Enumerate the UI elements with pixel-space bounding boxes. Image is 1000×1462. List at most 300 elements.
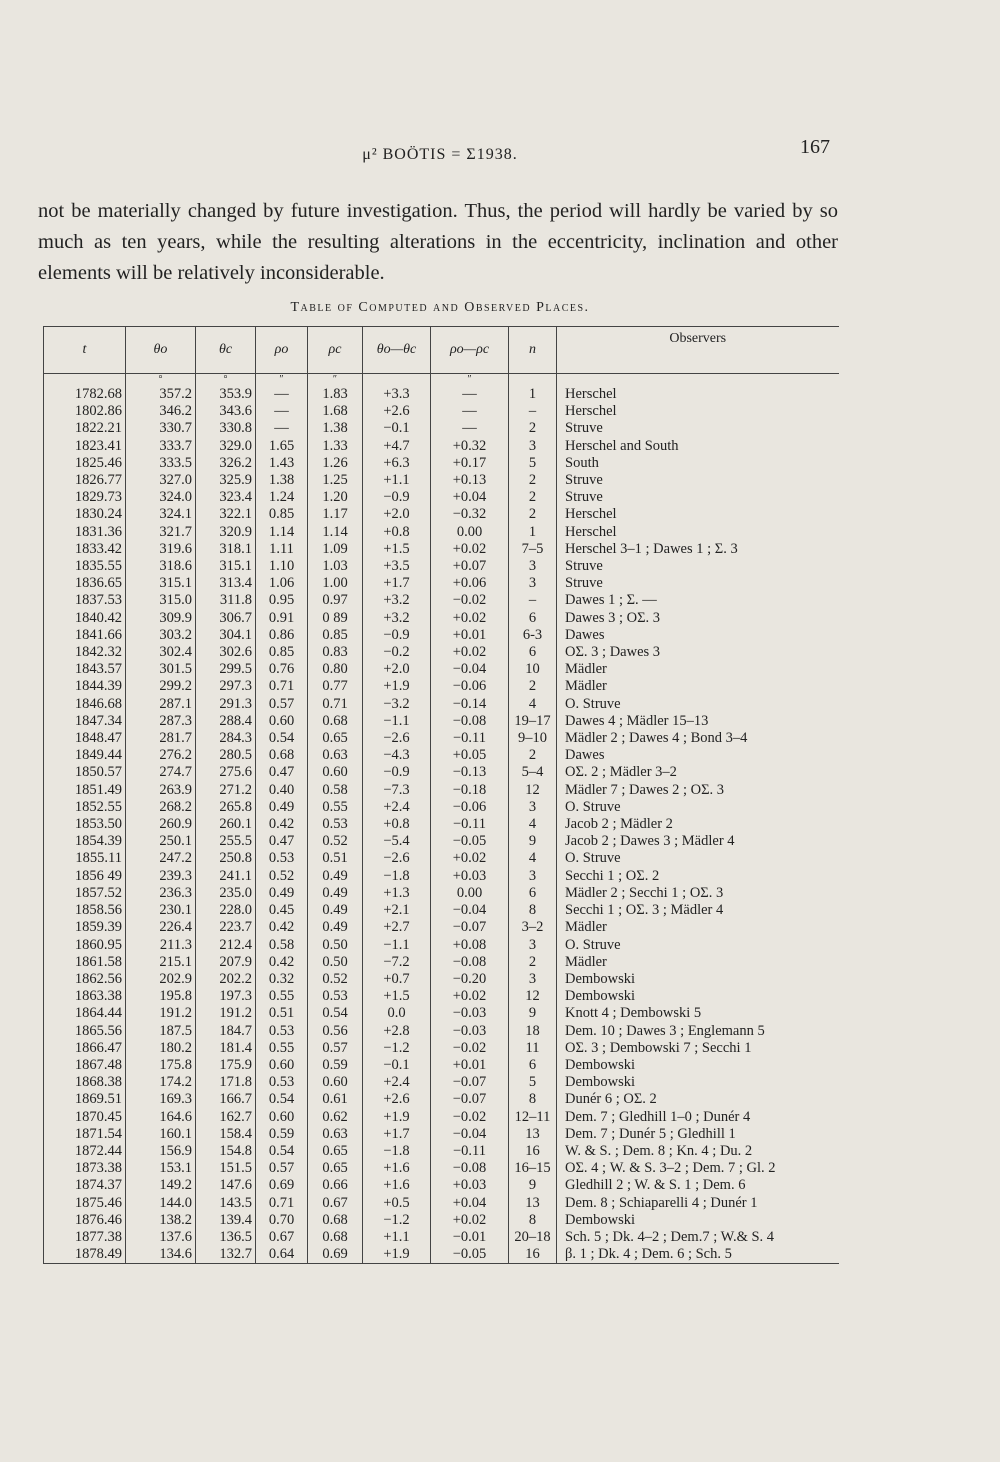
table-row (44, 472, 839, 489)
observers-cell: Struve (565, 420, 603, 437)
observers-cell: Struve (565, 472, 603, 489)
table-cell: 1830.24 (44, 506, 126, 523)
unit-cell: ″ (308, 374, 363, 387)
observers-cell: Dembowski (565, 970, 636, 987)
observers-cell: Herschel (565, 386, 617, 402)
table-cell: −0.07 (431, 1074, 509, 1091)
table-cell: 1861.58 (44, 954, 126, 971)
table-cell: 333.5 (126, 455, 196, 472)
table-cell: 1873.38 (44, 1160, 126, 1177)
table-cell: 160.1 (126, 1126, 196, 1143)
table-cell: 0.58 (308, 782, 363, 799)
table-cell: — (431, 420, 509, 437)
table-cell: 0.80 (308, 661, 363, 678)
table-cell: 147.6 (196, 1177, 256, 1194)
table-cell: +2.4 (363, 799, 431, 816)
table-cell: 16 (509, 1246, 557, 1264)
table-cell: 1852.55 (44, 799, 126, 816)
observers-cell: Herschel (565, 506, 617, 523)
table-cell: −0.06 (431, 678, 509, 695)
table-cell: 0.91 (256, 610, 308, 627)
table-cell: 0.42 (256, 816, 308, 833)
table-cell: +1.3 (363, 885, 431, 902)
table-cell: 1.11 (256, 541, 308, 558)
table-cell: +0.02 (431, 850, 509, 867)
table-cell: 247.2 (126, 850, 196, 867)
table-cell: 333.7 (126, 438, 196, 455)
table-row (44, 1005, 839, 1022)
table-cell: 1866.47 (44, 1040, 126, 1057)
table-cell: +0.06 (431, 575, 509, 592)
table-cell: 288.4 (196, 713, 256, 730)
column-header: n (509, 327, 557, 374)
table-cell: 1.33 (308, 438, 363, 455)
table-cell: 275.6 (196, 764, 256, 781)
table-cell: 313.4 (196, 575, 256, 592)
table-cell: 3 (509, 438, 557, 455)
table-cell: +3.5 (363, 558, 431, 575)
table-cell: 1869.51 (44, 1091, 126, 1108)
table-cell: −0.07 (431, 1091, 509, 1108)
column-header: ρo—ρc (431, 327, 509, 374)
table-cell: 0.49 (308, 919, 363, 936)
table-cell: 0 89 (308, 610, 363, 627)
table-cell: 158.4 (196, 1126, 256, 1143)
table-cell: 11 (509, 1040, 557, 1057)
unit-cell: ° (196, 374, 256, 387)
table-cell: 139.4 (196, 1212, 256, 1229)
table-cell: 1848.47 (44, 730, 126, 747)
column-header: ρc (308, 327, 363, 374)
table-cell: 16–15 (509, 1160, 557, 1177)
table-row (44, 1074, 839, 1091)
table-cell: 226.4 (126, 919, 196, 936)
table-cell: 187.5 (126, 1023, 196, 1040)
table-cell: +1.5 (363, 541, 431, 558)
table-cell: 3 (509, 799, 557, 816)
table-cell: 1829.73 (44, 489, 126, 506)
table-cell: 306.7 (196, 610, 256, 627)
table-cell: −7.2 (363, 954, 431, 971)
table-cell: 9 (509, 1177, 557, 1194)
table-cell: 1878.49 (44, 1246, 126, 1264)
table-cell: 0.47 (256, 833, 308, 850)
column-header: θo—θc (363, 327, 431, 374)
table-row (44, 782, 839, 799)
table-cell: 1.43 (256, 455, 308, 472)
unit-cell (363, 374, 431, 387)
table-cell: 207.9 (196, 954, 256, 971)
table-cell: −0.05 (431, 833, 509, 850)
table-cell: 0.49 (256, 885, 308, 902)
table-cell: 138.2 (126, 1212, 196, 1229)
table-cell: 1.06 (256, 575, 308, 592)
table-cell: 175.8 (126, 1057, 196, 1074)
observers-cell: OΣ. 2 ; Mädler 3–2 (565, 764, 677, 781)
table-cell: +2.6 (363, 403, 431, 420)
table-cell: +2.0 (363, 661, 431, 678)
table-cell: −0.11 (431, 1143, 509, 1160)
table-cell: 8 (509, 902, 557, 919)
table-cell: 318.1 (196, 541, 256, 558)
table-cell: 1859.39 (44, 919, 126, 936)
observers-cell: Dawes (565, 626, 605, 643)
table-cell: 318.6 (126, 558, 196, 575)
table-cell: 195.8 (126, 988, 196, 1005)
table-cell: +0.8 (363, 816, 431, 833)
table-cell: 0.67 (256, 1229, 308, 1246)
table-row (44, 558, 839, 575)
table-row (44, 1091, 839, 1108)
table-row (44, 954, 839, 971)
table-cell: 2 (509, 489, 557, 506)
table-cell: 1.20 (308, 489, 363, 506)
table-cell: 1.26 (308, 455, 363, 472)
observers-cell: Mädler (565, 678, 607, 695)
places-table (43, 326, 839, 1264)
table-cell: 0.32 (256, 971, 308, 988)
table-cell: +2.1 (363, 902, 431, 919)
table-cell: 6 (509, 644, 557, 661)
table-cell: 0.54 (256, 1091, 308, 1108)
table-cell: 1833.42 (44, 541, 126, 558)
table-cell: −0.02 (431, 1040, 509, 1057)
observers-cell: O. Struve (565, 850, 621, 867)
table-cell: 325.9 (196, 472, 256, 489)
table-cell: 202.9 (126, 971, 196, 988)
table-header-row (44, 327, 839, 374)
table-cell: 0.49 (308, 868, 363, 885)
table-cell: 1.14 (308, 524, 363, 541)
table-cell: 13 (509, 1195, 557, 1212)
table-cell: +0.8 (363, 524, 431, 541)
table-cell: +0.32 (431, 438, 509, 455)
table-cell: +4.7 (363, 438, 431, 455)
table-row (44, 971, 839, 988)
table-cell: 3 (509, 971, 557, 988)
table-cell: −1.2 (363, 1212, 431, 1229)
table-cell: 276.2 (126, 747, 196, 764)
table-cell: +0.04 (431, 1195, 509, 1212)
table-row (44, 403, 839, 420)
table-cell: −0.02 (431, 592, 509, 609)
table-cell: −0.01 (431, 1229, 509, 1246)
table-cell: 1.24 (256, 489, 308, 506)
table-cell: +0.03 (431, 868, 509, 885)
table-cell: +0.03 (431, 1177, 509, 1194)
table-cell: 1.00 (308, 575, 363, 592)
table-cell: 260.9 (126, 816, 196, 833)
table-cell: 1849.44 (44, 747, 126, 764)
observers-cell: Dawes (565, 747, 605, 764)
table-cell: 18 (509, 1023, 557, 1040)
table-cell: 0.60 (308, 764, 363, 781)
table-cell: 0.40 (256, 782, 308, 799)
table-cell: 0.58 (256, 937, 308, 954)
table-cell: 268.2 (126, 799, 196, 816)
table-row (44, 489, 839, 506)
table-cell: 330.7 (126, 420, 196, 437)
table-cell: 241.1 (196, 868, 256, 885)
table-cell: 8 (509, 1091, 557, 1108)
table-cell: 315.1 (126, 575, 196, 592)
table-cell: 1.17 (308, 506, 363, 523)
table-cell: — (256, 403, 308, 420)
table-cell: 4 (509, 816, 557, 833)
table-cell: −0.1 (363, 420, 431, 437)
table-cell: −0.08 (431, 1160, 509, 1177)
table-cell: 1.38 (308, 420, 363, 437)
table-cell: 280.5 (196, 747, 256, 764)
table-cell: 315.1 (196, 558, 256, 575)
table-row (44, 644, 839, 661)
table-cell: −3.2 (363, 696, 431, 713)
table-cell: +1.7 (363, 575, 431, 592)
table-cell: 255.5 (196, 833, 256, 850)
table-cell: −0.03 (431, 1005, 509, 1022)
table-cell: 0.52 (256, 868, 308, 885)
table-row (44, 438, 839, 455)
table-cell: +0.04 (431, 489, 509, 506)
units-row (44, 374, 839, 387)
table-cell: 263.9 (126, 782, 196, 799)
table-row (44, 1212, 839, 1229)
table-cell: 162.7 (196, 1109, 256, 1126)
observers-cell: OΣ. 3 ; Dembowski 7 ; Secchi 1 (565, 1039, 752, 1056)
table-cell: 1.03 (308, 558, 363, 575)
table-cell: 0.53 (256, 1023, 308, 1040)
table-cell: −0.04 (431, 661, 509, 678)
table-cell: 353.9 (196, 386, 256, 403)
table-cell: 0.42 (256, 954, 308, 971)
table-cell: 0.59 (256, 1126, 308, 1143)
table-row (44, 850, 839, 867)
table-cell: 0.51 (308, 850, 363, 867)
table-row (44, 592, 839, 609)
table-cell: 0.97 (308, 592, 363, 609)
table-cell: 2 (509, 420, 557, 437)
table-cell: 1847.34 (44, 713, 126, 730)
table-caption: Table of Computed and Observed Places. (290, 300, 590, 315)
table-cell: 137.6 (126, 1229, 196, 1246)
table-cell: 0.71 (256, 678, 308, 695)
table-cell: −0.08 (431, 954, 509, 971)
table-cell: 1836.65 (44, 575, 126, 592)
table-cell: 235.0 (196, 885, 256, 902)
table-cell: +0.02 (431, 610, 509, 627)
observers-cell: Jacob 2 ; Mädler 2 (565, 816, 673, 833)
table-cell: 6 (509, 885, 557, 902)
table-row (44, 1057, 839, 1074)
table-cell: 191.2 (196, 1005, 256, 1022)
table-cell: 19–17 (509, 713, 557, 730)
table-cell: — (431, 386, 509, 403)
table-cell: 136.5 (196, 1229, 256, 1246)
observers-cell: O. Struve (565, 695, 621, 712)
table-cell: 212.4 (196, 937, 256, 954)
table-cell: 211.3 (126, 937, 196, 954)
table-cell: +0.02 (431, 541, 509, 558)
table-row (44, 1109, 839, 1126)
table-cell: 1870.45 (44, 1109, 126, 1126)
table-cell: +1.5 (363, 988, 431, 1005)
table-cell: 0.63 (308, 1126, 363, 1143)
table-cell: 3–2 (509, 919, 557, 936)
table-row (44, 1160, 839, 1177)
table-row (44, 764, 839, 781)
table-cell: 4 (509, 850, 557, 867)
observers-cell: Dembowski (565, 988, 636, 1005)
table-body (44, 374, 839, 1264)
running-header: μ² BOÖTIS = Σ1938. (362, 146, 518, 163)
table-cell: 1842.32 (44, 644, 126, 661)
observers-cell: OΣ. 4 ; W. & S. 3–2 ; Dem. 7 ; Gl. 2 (565, 1160, 776, 1177)
table-cell: — (256, 420, 308, 437)
table-cell: — (256, 386, 308, 403)
table-cell: 0.65 (308, 1160, 363, 1177)
table-cell: 0.0 (363, 1005, 431, 1022)
table-cell: 2 (509, 954, 557, 971)
table-row (44, 1040, 839, 1057)
table-row (44, 678, 839, 695)
table-cell: 0.70 (256, 1212, 308, 1229)
observers-cell: Struve (565, 575, 603, 592)
table-cell: 1.38 (256, 472, 308, 489)
table-cell: 1835.55 (44, 558, 126, 575)
table-cell: −1.8 (363, 868, 431, 885)
table-cell: +1.9 (363, 678, 431, 695)
table-cell: 1.25 (308, 472, 363, 489)
unit-cell (557, 374, 839, 387)
table-cell: 299.5 (196, 661, 256, 678)
table-cell: – (509, 592, 557, 609)
table-row (44, 610, 839, 627)
table-cell: +0.02 (431, 1212, 509, 1229)
table-cell: 0.47 (256, 764, 308, 781)
table-cell: 0.52 (308, 833, 363, 850)
table-cell: +0.7 (363, 971, 431, 988)
table-cell: 302.6 (196, 644, 256, 661)
table-cell: 151.5 (196, 1160, 256, 1177)
table-cell: – (509, 403, 557, 420)
table-row (44, 1143, 839, 1160)
observers-cell: Dem. 8 ; Schiaparelli 4 ; Dunér 1 (565, 1194, 758, 1211)
table-cell: −5.4 (363, 833, 431, 850)
table-cell: 166.7 (196, 1091, 256, 1108)
table-cell: +6.3 (363, 455, 431, 472)
table-cell: −0.11 (431, 730, 509, 747)
observers-cell: W. & S. ; Dem. 8 ; Kn. 4 ; Du. 2 (565, 1142, 753, 1159)
table-cell: 1.10 (256, 558, 308, 575)
table-cell: +0.08 (431, 937, 509, 954)
table-cell: 0.49 (308, 902, 363, 919)
table-cell: 1860.95 (44, 937, 126, 954)
table-row (44, 1023, 839, 1040)
table-cell: 0.50 (308, 937, 363, 954)
table-cell: 281.7 (126, 730, 196, 747)
table-cell: 153.1 (126, 1160, 196, 1177)
table-cell: +1.9 (363, 1109, 431, 1126)
table-cell: 0.00 (431, 524, 509, 541)
table-cell: 1 (509, 386, 557, 403)
table-cell: 311.8 (196, 592, 256, 609)
table-cell: 12 (509, 782, 557, 799)
table-cell: +0.13 (431, 472, 509, 489)
table-cell: 0.66 (308, 1177, 363, 1194)
table-cell: 9 (509, 833, 557, 850)
table-cell: 1.65 (256, 438, 308, 455)
table-cell: +0.5 (363, 1195, 431, 1212)
observers-cell: Mädler 2 ; Secchi 1 ; OΣ. 3 (565, 884, 724, 901)
table-cell: 0.60 (308, 1074, 363, 1091)
table-cell: 324.1 (126, 506, 196, 523)
observers-cell: Jacob 2 ; Dawes 3 ; Mädler 4 (565, 833, 735, 850)
table-row (44, 506, 839, 523)
table-cell: 0.68 (308, 713, 363, 730)
table-cell: 327.0 (126, 472, 196, 489)
table-cell: 181.4 (196, 1040, 256, 1057)
table-cell: 0.68 (308, 1212, 363, 1229)
table-cell: 0.69 (308, 1246, 363, 1264)
observers-cell: Mädler 2 ; Dawes 4 ; Bond 3–4 (565, 730, 748, 747)
table-cell: 304.1 (196, 627, 256, 644)
table-cell: −0.05 (431, 1246, 509, 1264)
table-cell: +3.3 (363, 386, 431, 403)
table-cell: 174.2 (126, 1074, 196, 1091)
table-cell: +2.8 (363, 1023, 431, 1040)
observers-cell: South (565, 454, 599, 471)
table-cell: 0.53 (256, 1074, 308, 1091)
table-cell: 301.5 (126, 661, 196, 678)
observers-cell: Herschel and South (565, 437, 679, 454)
table-cell: +2.0 (363, 506, 431, 523)
table-cell: 0.53 (308, 816, 363, 833)
table-cell: 1831.36 (44, 524, 126, 541)
observers-cell: O. Struve (565, 798, 621, 815)
observers-cell: Struve (565, 558, 603, 575)
table-cell: 0.60 (256, 1057, 308, 1074)
table-cell: 0.55 (256, 988, 308, 1005)
table-row (44, 816, 839, 833)
table-row (44, 988, 839, 1005)
table-cell: 287.3 (126, 713, 196, 730)
table-cell: 0.54 (256, 1143, 308, 1160)
column-header: Observers (557, 327, 839, 374)
table-cell: 1 (509, 524, 557, 541)
table-cell: 0.57 (308, 1040, 363, 1057)
table-cell: 302.4 (126, 644, 196, 661)
table-cell: −1.1 (363, 713, 431, 730)
table-row (44, 902, 839, 919)
table-cell: 0.57 (256, 696, 308, 713)
table-cell: 0.68 (308, 1229, 363, 1246)
table-cell: 0.85 (256, 644, 308, 661)
table-row (44, 1126, 839, 1143)
table-cell: 2 (509, 747, 557, 764)
observers-cell: Mädler (565, 953, 607, 970)
observers-cell: Herschel (565, 523, 617, 540)
observers-cell: Dem. 10 ; Dawes 3 ; Englemann 5 (565, 1022, 765, 1039)
table-cell: 0.64 (256, 1246, 308, 1264)
table-row (44, 575, 839, 592)
table-cell: 1782.68 (44, 386, 126, 403)
table-cell: 9 (509, 1005, 557, 1022)
table-cell: 0.53 (308, 988, 363, 1005)
table-cell: 154.8 (196, 1143, 256, 1160)
table-cell: 0.45 (256, 902, 308, 919)
observers-cell: Dembowski (565, 1211, 636, 1228)
table-cell: 315.0 (126, 592, 196, 609)
